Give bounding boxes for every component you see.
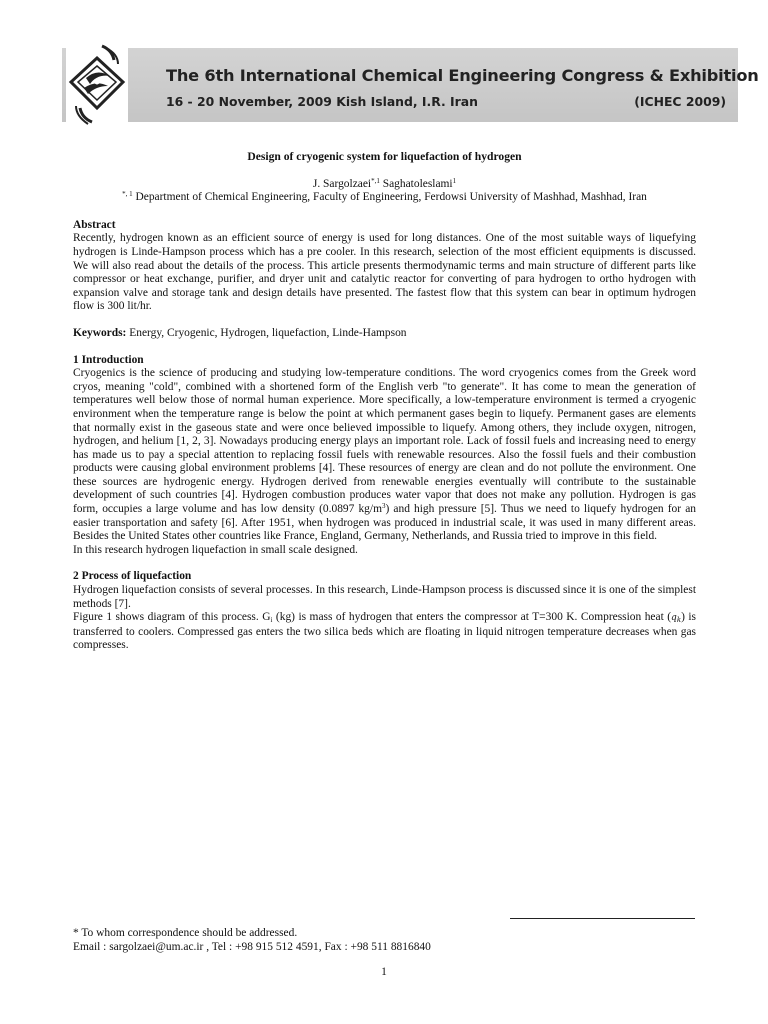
page-number: 1 — [381, 966, 387, 978]
author-1: J. Sargolzaei — [312, 177, 372, 190]
paper-authors — [73, 178, 696, 192]
heat-symbol-subscript: k — [676, 616, 682, 625]
author-2-mark: 1 — [452, 176, 457, 185]
conference-logo — [66, 44, 128, 126]
section-1-heading: 1 Introduction — [73, 353, 144, 366]
conference-short-name: (ICHEC 2009) — [634, 94, 726, 109]
conference-title: The 6th International Chemical Engineering Congress & Exhibition — [166, 66, 759, 85]
abstract-text: Recently, hydrogen known as an efficient source of energy is used for long distances. One of the most suitable ways of liquefying hydrogen is Linde-Hampson process which has a pre cooler. In this research, selection of the most efficient equipments is discussed. We will also read about the details of the process. This article presents thermodynamic terms and main structure of different parts like compressor or heat exchange, purifier, and dryer unit and catalytic reactor for converting of para hydrogen to ortho hydrogen with expansion valve and storage tank and design details have presented. The fastest flow that this system can bear in optimum hydrogen flow is 300 lit/hr. — [73, 232, 696, 313]
section-2-text-b2: (kg) is mass of hydrogen that enters the compressor at T=300 K. Compression heat ( — [272, 611, 672, 624]
section-2-text-b1: Figure 1 shows diagram of this process. G — [73, 611, 271, 624]
keywords-text: Energy, Cryogenic, Hydrogen, liquefaction, Linde-Hampson — [129, 326, 407, 339]
section-1-closing: In this research hydrogen liquefaction in small scale designed. — [73, 543, 358, 556]
keywords-label: Keywords: — [73, 326, 127, 339]
paper-body — [73, 150, 696, 653]
footnote-line-2: Email : sargolzaei@um.ac.ir , Tel : +98 915 512 4591, Fax : +98 511 8816840 — [73, 940, 431, 953]
section-2-paragraph-2 — [73, 611, 696, 653]
compression-heat-symbol — [671, 613, 681, 623]
author-1-mark: *,1 — [371, 176, 380, 185]
section-2-heading: 2 Process of liquefaction — [73, 570, 192, 583]
conference-dates-location: 16 - 20 November, 2009 Kish Island, I.R. Iran — [166, 94, 478, 109]
abstract-heading: Abstract — [73, 218, 116, 231]
paper-affiliation — [73, 191, 696, 205]
section-1-paragraph — [73, 367, 696, 544]
density-unit-exponent: 3 — [381, 502, 386, 511]
section-1-text-b: ) and high pressure [5]. Thus we need to liquefy hydrogen for an easier transportation and safety [6]. After 1951, when hydrogen was produced in industrial scale, it was used in many different areas. Besides the United States other countries like France, England, Germany, Netherlands, and Russia tried to improve in this field. — [73, 503, 696, 543]
keywords — [73, 327, 696, 341]
affiliation-text: Department of Chemical Engineering, Faculty of Engineering, Ferdowsi University of Mashhad, Mashhad, Iran — [135, 191, 647, 204]
mass-subscript: i — [270, 616, 273, 625]
footnote-rule — [510, 918, 695, 919]
author-2: Saghatoleslami — [382, 177, 453, 190]
paper-title: Design of cryogenic system for liquefaction of hydrogen — [247, 150, 522, 163]
section-2-text-b3: ) is transferred to coolers. Compressed gas enters the two silica beds which are floating in liquid nitrogen temperature decreases when gas compresses. — [73, 611, 696, 652]
conference-banner — [62, 48, 759, 122]
footnote — [73, 927, 696, 954]
section-1-text-a: Cryogenics is the science of producing and studying low-temperature conditions. The word cryogenics comes from the Greek word cryos, meaning "cold", combined with a shortened form of the English verb "to generate". It has come to mean the generation of temperatures well below those of normal human experience. More specifically, a low-temperature environment is termed a cryogenic environment when the temperature range is below the point at which permanent gases begin to liquefy. Permanent gases are elements that normally exist in the gaseous state and were once believed impossible to liquefy. Among others, they include oxygen, nitrogen, hydrogen, and helium [1, 2, 3]. Nowadays producing energy plays an important role. Lack of fossil fuels and increasing need to energy has made us to pay a special attention to replacing fossil fuels with renewable resources. Also the fossil fuels and their combustion products were causing global environment problems [4]. These resources of energy are clean and do not pollute the environment. One these sources are hydrogenic energy. Hydrogen derived from renewable energies eventually will contribute to the sustainable development of such countries [4]. Hydrogen combustion produces water vapor that does not make any pollution. Hydrogen is gas form, occupies a large volume and has low density (0.0897 kg/m — [73, 367, 696, 516]
heat-symbol-q: q — [671, 613, 677, 624]
affiliation-mark: *, 1 — [122, 190, 133, 199]
conference-subtitle — [166, 94, 726, 109]
section-2-paragraph-1: Hydrogen liquefaction consists of several processes. In this research, Linde-Hampson process is discussed since it is one of the simplest methods [7]. — [73, 584, 696, 610]
footnote-line-1: * To whom correspondence should be addressed. — [73, 927, 298, 939]
